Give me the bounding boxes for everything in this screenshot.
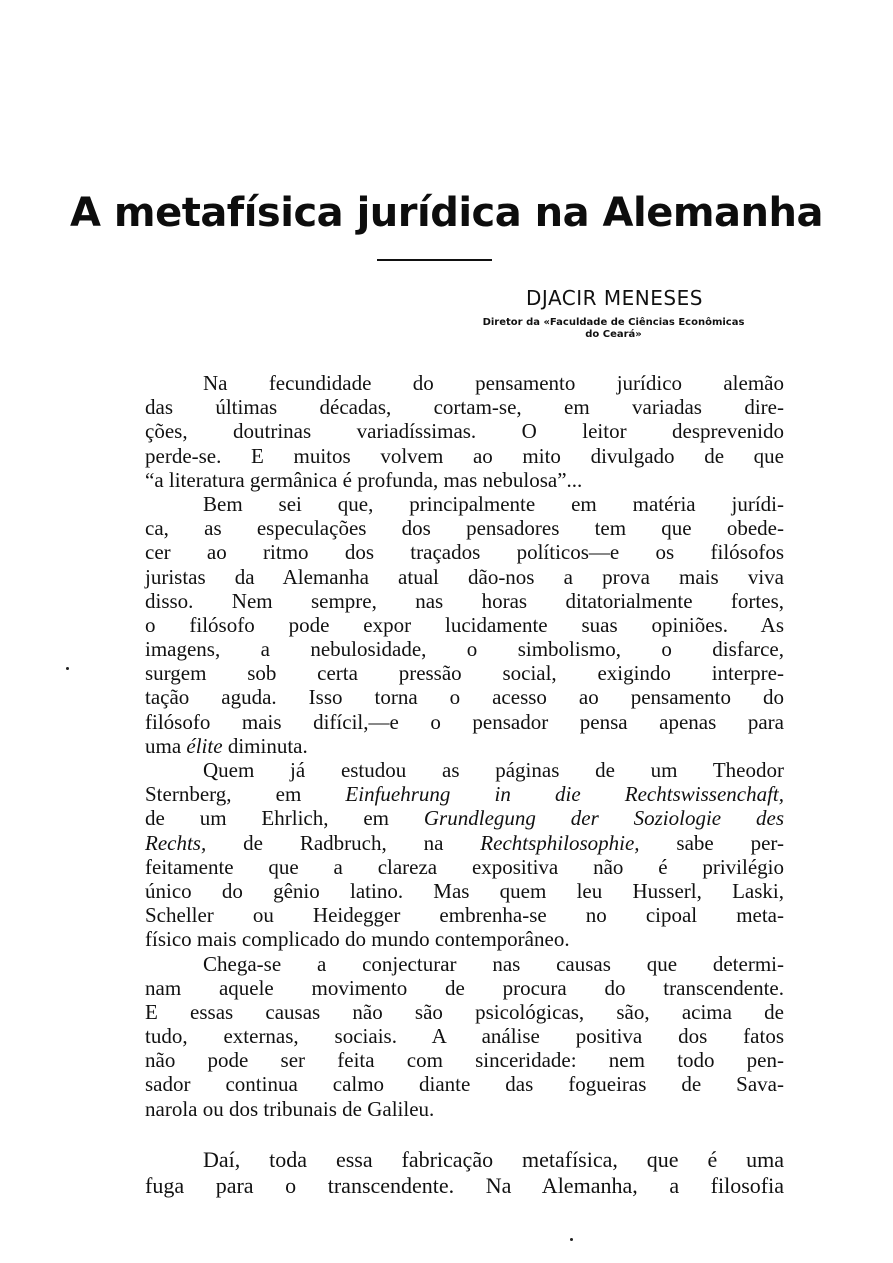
text-line: físico mais complicado do mundo contemporâneo.	[145, 927, 570, 952]
article-body	[145, 371, 784, 1121]
text-line: narola ou dos tribunais de Galileu.	[145, 1096, 435, 1121]
text-line: feitamente que a clareza expositiva não é privilégio	[145, 854, 784, 879]
text-run: Sternberg, em	[145, 782, 346, 807]
text-line	[145, 806, 784, 830]
text-line: surgem sob certa pressão social, exigindo interpre-	[145, 661, 784, 686]
paragraph	[145, 492, 784, 758]
text-line	[145, 831, 784, 855]
text-line: E essas causas não são psicológicas, são, acima de	[145, 999, 784, 1024]
text-line: Scheller ou Heidegger embrenha-se no cipoal meta-	[145, 903, 784, 928]
text-line: perde-se. E muitos volvem ao mito divulgado de que	[145, 443, 784, 468]
text-line: juristas da Alemanha atual dão-nos a prova mais viva	[145, 564, 784, 589]
scan-speck	[66, 667, 69, 670]
author-name: DJACIR MENESES	[526, 286, 703, 310]
book-title: Einfuehrung in die Rechtswissenchaft,	[345, 782, 784, 807]
text-run: uma	[145, 733, 187, 758]
text-line: não pode ser feita com sinceridade: nem todo pen-	[145, 1048, 784, 1073]
text-line: “a literatura germânica é profunda, mas nebulosa”...	[145, 467, 583, 492]
text-run: de Radbruch, na	[206, 830, 481, 855]
text-run: de um Ehrlich, em	[145, 806, 424, 831]
book-title: Grundlegung der Soziologie des	[423, 806, 784, 831]
paragraph	[145, 1147, 784, 1198]
text-line: Daí, toda essa fabricação metafísica, que é uma	[203, 1147, 784, 1172]
text-line: sador continua calmo diante das fogueiras de Sava-	[145, 1072, 784, 1097]
text-line: das últimas décadas, cortam-se, em variadas dire-	[145, 395, 784, 420]
text-line: fuga para o transcendente. Na Alemanha, a filosofia	[145, 1172, 784, 1198]
text-line: o filósofo pode expor lucidamente suas opiniões. As	[145, 612, 784, 637]
author-affiliation	[441, 317, 786, 341]
text-line	[145, 734, 784, 758]
article-title: A metafísica jurídica na Alemanha	[70, 190, 823, 236]
paragraph	[145, 371, 784, 492]
paragraph	[145, 758, 784, 952]
text-line: cer ao ritmo dos traçados políticos—e os filósofos	[145, 540, 784, 565]
text-line: Quem já estudou as páginas de um Theodor	[203, 758, 784, 782]
text-line: Na fecundidade do pensamento jurídico alemão	[203, 371, 784, 395]
text-run: diminuta.	[222, 733, 308, 758]
text-line: filósofo mais difícil,—e o pensador pensa apenas para	[145, 709, 784, 734]
text-line: Chega-se a conjecturar nas causas que determi-	[203, 951, 784, 976]
affiliation-line: Diretor da «Faculdade de Ciências Econômicas	[482, 317, 745, 328]
text-line: tação aguda. Isso torna o acesso ao pensamento do	[145, 685, 784, 710]
text-line: ca, as especulações dos pensadores tem que obede-	[145, 516, 784, 541]
text-line: imagens, a nebulosidade, o simbolismo, o disfarce,	[145, 637, 784, 662]
text-line: Bem sei que, principalmente em matéria jurídi-	[203, 491, 784, 516]
scan-speck	[570, 1238, 573, 1241]
text-line: único do gênio latino. Mas quem leu Husserl, Laski,	[145, 878, 784, 903]
article-body-continued	[145, 1147, 784, 1198]
text-run: sabe per-	[639, 830, 784, 855]
book-title: Rechtsphilosophie,	[480, 830, 640, 855]
text-line: nam aquele movimento de procura do transcendente.	[145, 975, 784, 1000]
title-divider	[377, 259, 492, 261]
book-title: Rechts,	[145, 830, 207, 855]
paragraph	[145, 952, 784, 1121]
text-line: tudo, externas, sociais. A análise positiva dos fatos	[145, 1024, 784, 1049]
text-line: ções, doutrinas variadíssimas. O leitor desprevenido	[145, 419, 784, 444]
text-line	[145, 782, 784, 806]
text-line: disso. Nem sempre, nas horas ditatorialmente fortes,	[145, 588, 784, 613]
affiliation-line: do Ceará»	[585, 329, 642, 340]
italic-term: élite	[186, 733, 223, 758]
